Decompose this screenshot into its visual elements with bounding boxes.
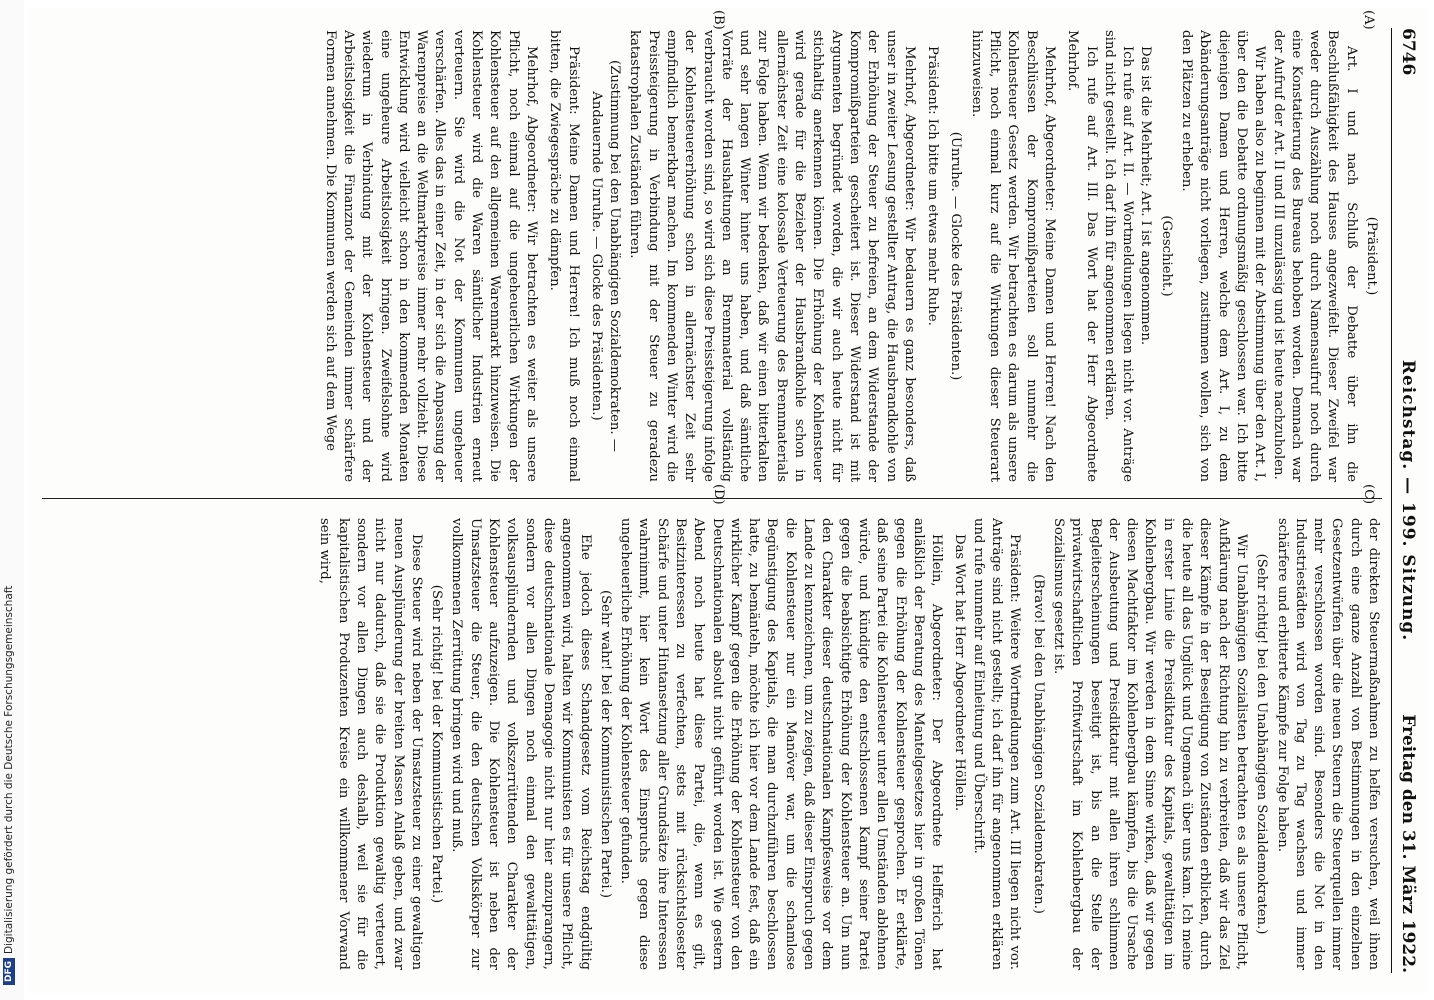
speech-paragraph: Höllein, Abgeordneter: Der Abgeordnete Helfferich hat anläßlich der Beratung des Mantelgesetzes hier in großen Tönen gegen die Erhöhung der Kohlensteuer gesprochen. Er erklärte, daß seine Partei die Kohlensteuer unter allen Umständen ablehnen würde, und kündigte den entschlossenen Kampf seiner Partei gegen die beabsichtigte Erhöhung der Kohlensteuer an. Um nun den Charakter dieser deutschnationalen Kampfesweise vor dem Lande zu kennzeichnen, um zu zeigen, daß dieser Einspruch gegen die Kohlensteuer nur ein Manöver war, um die schamlose Begünstigung des Kapitals, die man durchzuführen beschlossen hatte, zu bemänteln, möchte ich hier vor dem Lande fest, daß ein wirklicher Kampf gegen die Erhöhung der Kohlensteuer von den Deutschnationalen absolut nicht geführt worden ist. Wie gestern Abend noch heute hat diese Partei, die, wenn es gilt, Besitzinteressen zu verfechten, stets mit rücksichtslosester Schärfe und unter Hintansetzung aller Grundsätze ihre Interessen wahrnimmt, hier kein Wort des Einspruchs gegen diese ungeheuerliche Erhöhung der Kohlensteuer gefunden. bbox=[618, 518, 945, 970]
viewer-sidebar bbox=[0, 0, 24, 1000]
speaker-note: (Präsident.) bbox=[1364, 216, 1379, 296]
speech-paragraph: Präsident: Meine Damen und Herren! Ich muß noch einmal bitten, die Zwiegespräche zu dämpfen. bbox=[547, 30, 581, 482]
dfg-logo: DFG bbox=[3, 958, 15, 985]
margin-marker-d: (D) bbox=[711, 484, 726, 505]
speech-paragraph: Mehrhof, Abgeordneter: Wir betrachten es weiter als unsere Pflicht, noch einmal auf die ungeheuerlichen Wirkungen der Kohlensteuer auf den allgemeinen Warenmarkt hinzuweisen. Die Kohlensteuer wird die Waren sämtlicher Industrien erneut verteuern. Sie wird die Not der Kommunen ungeheuer verschärfen. Alles das in einer Zeit, in der sich die Anpassung der Warenpreise an die Weltmarktpreise immer mehr vollzieht. Diese Entwicklung wird vielleicht schon in den kommenden Monaten eine ungeheure Arbeitslosigkeit bringen. Zweifelsohne wird wiederum in Verbindung mit der Kohlensteuer und der Arbeitslosigkeit die Finanznot der Gemeinden immer schärfere Formen annehmen. Die Kommunen werden sich auf dem Wege bbox=[322, 30, 539, 482]
paragraph: Diese Steuer wird neben der Umsatzsteuer zu einer gewaltigen neuen Ausplünderung der breiten Massen Anlaß geben, und zwar nicht nur dadurch, daß sie die Produktion gewaltig verteuert, sondern vor allen Dingen auch deshalb, weil sie für die kapitalistischen Produzenten Kreise ein willkommener Vorwand sein wird, bbox=[317, 518, 424, 970]
interjection: (Geschieht.) bbox=[1158, 215, 1174, 297]
page-number: 6746 bbox=[1398, 28, 1418, 76]
speech-paragraph: Mehrhof, Abgeordneter: Wir bedauern es ganz besonders, daß unser in zweiter Lesung gestellter Antrag, die Hausbrandkohle von der Erhöhung der Steuer zu befreien, an dem Widerstande der Kompromißparteien gescheitert ist. Dieser Widerstand ist mit Argumenten begründet worden, die wir auch heute nicht für stichhaltig anerkennen können. Die Erhöhung der Kohlensteuer wird gerade für die Bezieher der Hausbrandkohle schon in allernächster Zeit eine kolossale Verteuerung des Brennmaterials zur Folge haben. Wenn wir bedenken, daß wir einen bitterkalten und sehr langen Winter hinter uns haben, und daß sämtliche Vorräte der Haushaltungen an Brennmaterial vollständig verbraucht worden sind, so wird sich diese Preissteigerung infolge der Kohlensteuererhöhung schon in allernächster Zeit sehr empfindlich bemerkbar machen. Im kommenden Winter wird die Preissteigerung in Verbindung mit der Steuer zu geradezu katastrophalen Zuständen führen. bbox=[627, 30, 917, 482]
margin-marker-a: (A) bbox=[1361, 10, 1376, 30]
speech-paragraph: Präsident: Ich bitte um etwas mehr Ruhe. bbox=[925, 46, 941, 326]
paragraph: Wir haben also zu beginnen mit der Abstimmung über den Art. I, über den die Debatte ordnungsmäßig geschlossen war. Ich bitte diejenigen Damen und Herren, welche dem Art. I, zu dem Abänderungsanträge nicht vorliegen, zustimmen wollen, sich von den Plätzen zu erheben. bbox=[1179, 30, 1268, 482]
margin-marker-c: (C) bbox=[1361, 484, 1376, 505]
page-title: Reichstag. — 199. Sitzung. bbox=[1398, 359, 1418, 642]
paragraph: Art. I und nach Schluß der Debatte über ihn die Beschlußfähigkeit des Hauses angezweifelt. Dieser Zweifel war weder durch Auszählung noch durch Namensaufruf noch durch eine Konstatierung des Bureaus behoben worden. Demnach war der Aufruf der Art. II und III unzulässig und ist heute nachzuholen. bbox=[1270, 30, 1359, 482]
paragraph: Das ist die Mehrheit; Art. I ist angenommen. bbox=[1138, 46, 1154, 346]
speech-paragraph: Mehrhof, Abgeordneter: Meine Damen und Herren! Nach den Beschlüssen der Kompromißparteien soll nunmehr die Kohlensteuer Gesetz werden. Wir betrachten es darum als unsere Pflicht, noch einmal kurz auf die Wirkungen dieser Steuerart hinzuweisen. bbox=[968, 30, 1057, 482]
paragraph: Wir Unabhängigen Sozialisten betrachten es als unsere Pflicht, Aufklärung nach der Richtung hin zu verbreiten, daß wir das Ziel dieser Kämpfe in der Beseitigung von Zuständen erblicken, durch die heute all das Unglück und Ungemach über uns kam. Ich meine in erster Linie die Preisdiktatur des Kapitals, gewalttätigen im Kohlenbergbau. Wir werden in dem Sinne wirken, daß wir gegen diesen Machtfaktor im Kohlenbergbau kämpfen, bis die Ursache der Ausbeutung und Preisdiktatur mit allen ihren schlimmen Begleiterscheinungen beseitigt ist, bis an die Stelle der privatwirtschaftlichen Profitwirtschaft im Kohlenbergbau der Sozialismus gesetzt ist. bbox=[1050, 518, 1249, 970]
paragraph: der direkten Steuermaßnahmen zu helfen versuchen, weil ihnen durch eine ganze Anzahl von Bestimmungen in den einzelnen Gesetzentwürfen über die neuen Steuern die Steuerquellen immer mehr verschlossen worden sind. Besonders die Not in den Industriestädten wird von Tag zu Tag wachsen und immer schärfere und erbitterte Kämpfe zur Folge haben. bbox=[1274, 518, 1381, 970]
column-divider bbox=[42, 498, 1382, 499]
session-date: Freitag den 31. März 1922. bbox=[1398, 714, 1418, 973]
paragraph: Ehe jedoch dieses Schandgesetz vom Reichstag endgültig angenommen wird, halten wir Kommunisten es für unsere Pflicht, diese deutschnationale Demagogie nicht nur hier anzuprangern, sondern vor allen Dingen noch einmal den gewalttätigen, volksausplündernden und volkszerrüttenden Charakter der Kohlensteuer aufzuzeigen. Die Kohlensteuer ist neben der Umsatzsteuer die Steuer, die den deutschen Volkskörper zur vollkommenen Zerrüttung bringen wird und muß. bbox=[449, 518, 593, 970]
digitization-credit-text: Digitalisierung gefördert durch die Deutsche Forschungsgemeinschaft bbox=[3, 585, 15, 954]
page-content bbox=[28, 8, 1428, 993]
scanned-page bbox=[28, 8, 1428, 993]
paragraph: Das Wort hat Herr Abgeordneter Höllein. bbox=[952, 534, 968, 812]
interjection: (Bravo! bei den Unabhängigen Sozialdemokraten.) bbox=[1030, 574, 1046, 914]
interjection: (Zustimmung bei den Unabhängigen Sozialdemokraten. — Andauernde Unruhe. — Glocke des Präsidenten.) bbox=[588, 60, 623, 452]
dfg-credit bbox=[3, 586, 15, 985]
interjection: (Sehr richtig! bei den Unabhängigen Sozialdemokraten.) bbox=[1254, 553, 1270, 935]
interjection: (Sehr wahr! bei der Kommunistischen Partei.) bbox=[597, 590, 613, 898]
right-column bbox=[47, 518, 1382, 970]
paragraph: Ich rufe auf Art. II. — Wortmeldungen liegen nicht vor. Anträge sind nicht gestellt. Ich darf ihn für angenommen erklären. bbox=[1101, 30, 1136, 482]
interjection: (Sehr richtig! bei der Kommunistischen Partei.) bbox=[429, 584, 445, 904]
page-header bbox=[1391, 28, 1422, 973]
interjection: (Unruhe. — Glocke des Präsidenten.) bbox=[948, 131, 964, 381]
paragraph: Ich rufe auf Art. III. Das Wort hat der Herr Abgeordnete Mehrhof. bbox=[1065, 30, 1099, 482]
left-column bbox=[47, 30, 1382, 482]
margin-marker-b: (B) bbox=[711, 10, 726, 30]
speech-paragraph: Präsident: Weitere Wortmeldungen zum Art. III liegen nicht vor. Anträge sind nicht gestellt; ich darf ihn für angenommen erklären und rufe nunmehr auf Einleitung und Überschrift. bbox=[970, 518, 1023, 970]
